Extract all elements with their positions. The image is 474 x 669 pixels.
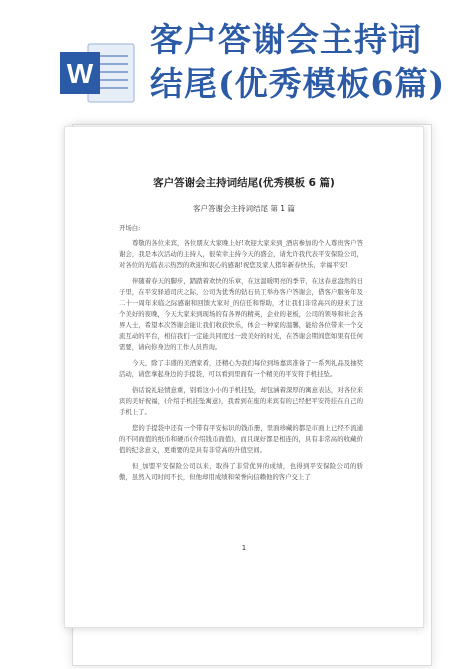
- paragraph: 伴随着春天的脚步，踏踏着欢快的乐章，在这温暖明亮的季节，在这春意盎然的日子里，在平安驿道司庆之际，公司为优秀的钻石员工举办客户答谢会，借客户服务年及二十一周年来临之际感谢和回馈大家对_的信任和帮助，才让我们非常高兴的迎来了这个美好的夜晚，今天大家来到现场的有各界的精英，企业的老板，公司的领导和社会各界人士，希望本次答谢会能让我们收获快乐，体会一种家的温馨，能给各位带来一个交流互动的平台，相信我们一定能共同度过一段美好的时光，在答谢会期间您如果有任何需要，请向你身边的工作人员咨询。: [119, 277, 363, 351]
- document-subtitle: 客户答谢会主持词结尾 第 1 篇: [193, 204, 295, 213]
- paragraph: 但_加盟平安保险公司以来，取得了非常优异的成绩，也得到平安保险公司的骄傲，虽然入司时间不长，但他却用成绩和荣誉向信赖他的客户交上了: [119, 462, 363, 481]
- word-icon: [58, 40, 138, 106]
- paragraph: 尊敬的各位来宾，各位朋友大家晚上好!欢迎大家来到_酒店参加的个人尊贵客户答谢会，我是本次活动的主持人，很荣幸主持今天的盛会，请允许我代表平安保险公司，对各位的光临表示热烈的欢迎和衷心的感谢!祝您及家人猪年新春快乐，幸福平安!: [119, 239, 363, 269]
- word-logo-letter: W: [66, 58, 94, 89]
- paragraph: 您的手提袋中还有一个带有平安标识的钱币册，里面珍藏的都是市面上已经不流通的不同面值的纸币和硬币(介绍钱币面值)，而且现好都是相连的，具有非常高的收藏价值的纪念意义，更重要的是具有非常高的升值空间。: [119, 424, 363, 454]
- banner-title-line1: 客户答谢会主持词: [150, 20, 422, 59]
- paragraph-opening: 开场白:: [119, 224, 141, 232]
- document-body: [119, 223, 363, 488]
- banner-title-line2: 结尾(优秀模板6篇): [150, 64, 446, 103]
- paragraph: 今天，除了丰盛的美酒家肴，还精心为我们每位到场嘉宾准备了一系列礼品及抽奖活动，请您拿起身边的手提袋，可以看到里面有一个精美的平安符手机挂坠。: [119, 359, 363, 378]
- paragraph: 俗话说礼轻情意重，别看这小小的手机挂坠，却包涵着深厚的寓意表达，对各位来宾的美好祝福，(介绍手机挂坠寓意)，我看到在座的来宾有的已经把平安符挂在自己的手机上了。: [119, 386, 363, 416]
- banner: [0, 0, 474, 118]
- page-number: 1: [241, 544, 247, 552]
- document-title: 客户答谢会主持词结尾(优秀模板 6 篇): [153, 177, 335, 189]
- document-page: [64, 126, 424, 628]
- banner-title: [150, 18, 470, 106]
